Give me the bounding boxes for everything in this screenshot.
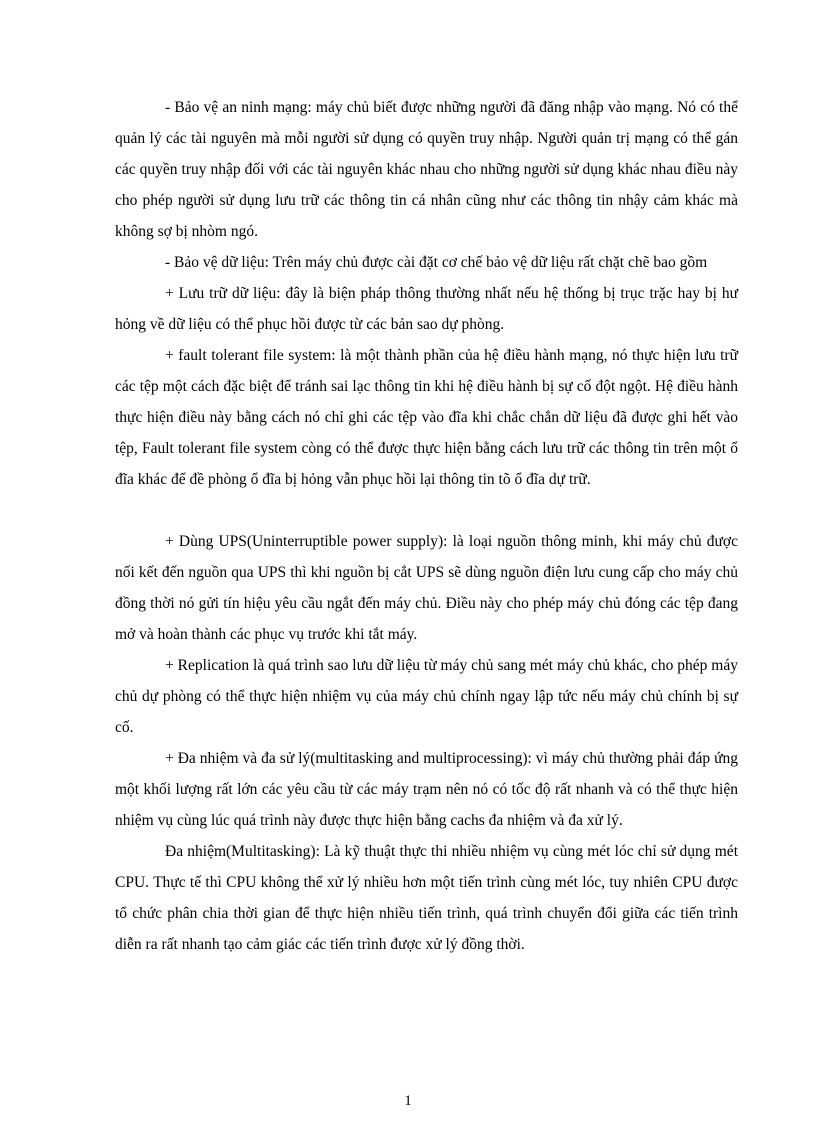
paragraph-multitasking-multiprocessing: + Đa nhiệm và đa sử lý(multitasking and multiprocessing): vì máy chủ thường phải đáp ứng một khối lượng rất lớn các yêu cầu từ các máy trạm nên nó có tốc độ rất nhanh và có thể thực hiện nhiệm vụ cùng lúc quá trình này được thực hiện bằng cachs đa nhiệm và đa xử lý.	[115, 750, 738, 829]
paragraph-spacer	[115, 495, 738, 526]
paragraph-data-protection: - Bảo vệ dữ liệu: Trên máy chủ được cài đặt cơ chế bảo vệ dữ liệu rất chặt chẽ bao gồm	[165, 254, 708, 271]
paragraph-network-security: - Bảo vệ an ninh mạng: máy chủ biết được những người đã đăng nhập vào mạng. Nó có thể quản lý các tài nguyên mà mỗi người sử dụng có quyền truy nhập. Người quản trị mạng có thể gán các quyền truy nhập đối với các tài nguyên khác nhau cho những người sử dụng khác nhau điều này cho phép người sử dụng lưu trữ các thông tin cá nhân cũng như các thông tin nhậy cảm khác mà không sợ bị nhòm ngó.	[115, 99, 738, 240]
paragraph-data-storage: + Lưu trữ dữ liệu: đây là biện pháp thông thường nhất nếu hệ thống bị trục trặc hay bị hư hỏng về dữ liệu có thể phục hồi được từ các bản sao dự phòng.	[115, 285, 738, 333]
document-body	[115, 92, 738, 960]
page-number: 1	[404, 1093, 412, 1109]
paragraph-replication: + Replication là quá trình sao lưu dữ liệu từ máy chủ sang mét máy chủ khác, cho phép máy chủ dự phòng có thể thực hiện nhiệm vụ của máy chủ chính ngay lập tức nếu máy chủ chính bị sự cố.	[115, 657, 738, 736]
paragraph-multitasking-definition: Đa nhiệm(Multitasking): Là kỹ thuật thực thi nhiều nhiệm vụ cùng mét lóc chỉ sử dụng mét CPU. Thực tế thì CPU không thể xử lý nhiều hơn một tiến trình cùng mét lóc, tuy nhiên CPU được tổ chức phân chia thời gian để thực hiện nhiều tiến trình, quá trình chuyển đổi giữa các tiến trình diễn ra rất nhanh tạo cảm giác các tiến trình được xử lý đồng thời.	[115, 843, 738, 953]
paragraph-fault-tolerant-file-system: + fault tolerant file system: là một thành phần của hệ điều hành mạng, nó thực hiện lưu trữ các tệp một cách đặc biệt để tránh sai lạc thông tin khi hệ điều hành bị sự cố đột ngột. Hệ điều hành thực hiện điều này bằng cách nó chỉ ghi các tệp vào đĩa khi chắc chắn dữ liệu đã được ghi hết vào tệp, Fault tolerant file system còng có thể được thực hiện bằng cách lưu trữ các thông tin trên một ổ đĩa khác để đề phòng ổ đĩa bị hỏng vẫn phục hồi lại thông tin tõ ổ đĩa dự trữ.	[115, 347, 738, 488]
paragraph-ups: + Dùng UPS(Uninterruptible power supply): là loại nguồn thông minh, khi máy chủ được nối kết đến nguồn qua UPS thì khi nguồn bị cắt UPS sẽ dùng nguồn điện lưu cung cấp cho máy chủ đồng thời nó gửi tín hiệu yêu cầu ngắt đến máy chủ. Điều này cho phép máy chủ đóng các tệp đang mở và hoàn thành các phục vụ trước khi tắt máy.	[115, 533, 738, 643]
